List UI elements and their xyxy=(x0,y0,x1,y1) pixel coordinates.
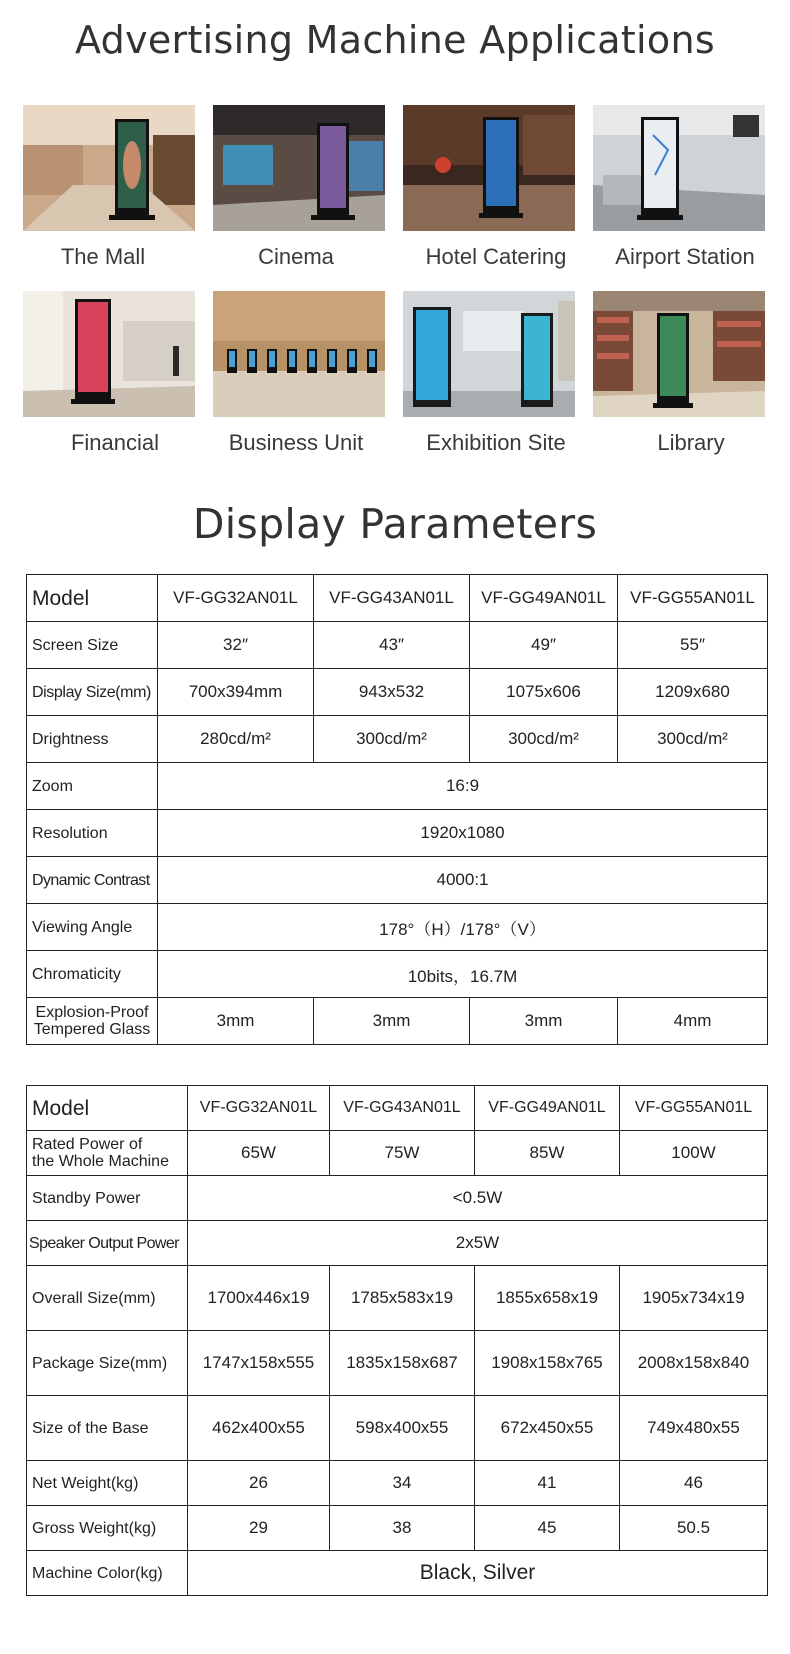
value-cell: 598x400x55 xyxy=(330,1396,475,1461)
row-label: Viewing Angle xyxy=(27,904,158,951)
row-label: Resolution xyxy=(27,810,158,857)
label-line: Tempered Glass xyxy=(33,1021,151,1038)
value-cell: 65W xyxy=(188,1131,330,1176)
value-cell: 1908x158x765 xyxy=(475,1331,620,1396)
model-cell: VF-GG32AN01L xyxy=(158,575,314,622)
value-cell: 462x400x55 xyxy=(188,1396,330,1461)
row-label: Screen Size xyxy=(27,622,158,669)
row-label: Machine Color(kg) xyxy=(27,1551,188,1596)
value-cell: <0.5W xyxy=(188,1176,768,1221)
business-photo xyxy=(213,291,385,417)
row-label xyxy=(27,1131,188,1176)
value-cell: 1075x606 xyxy=(470,669,618,716)
model-cell: VF-GG49AN01L xyxy=(470,575,618,622)
value-cell: 26 xyxy=(188,1461,330,1506)
table-row xyxy=(27,1131,768,1176)
mall-photo xyxy=(23,105,195,231)
value-cell: 46 xyxy=(620,1461,768,1506)
value-cell: 75W xyxy=(330,1131,475,1176)
value-cell: 943x532 xyxy=(314,669,470,716)
machine-parameters-table xyxy=(26,1085,768,1596)
model-cell: VF-GG43AN01L xyxy=(330,1086,475,1131)
row-label: Net Weight(kg) xyxy=(27,1461,188,1506)
table-row xyxy=(27,1396,768,1461)
row-label: Chromaticity xyxy=(27,951,158,998)
value-cell: Black, Silver xyxy=(188,1551,768,1596)
value-cell: 1785x583x19 xyxy=(330,1266,475,1331)
library-photo xyxy=(593,291,765,417)
model-cell: VF-GG43AN01L xyxy=(314,575,470,622)
table-row xyxy=(27,1506,768,1551)
value-cell: 280cd/m² xyxy=(158,716,314,763)
value-cell: 16:9 xyxy=(158,763,768,810)
table-row xyxy=(27,1221,768,1266)
model-label: Model xyxy=(27,1086,188,1131)
value-cell: 55″ xyxy=(618,622,768,669)
value-cell: 178°（H）/178°（V） xyxy=(158,904,768,951)
applications-gallery xyxy=(0,0,790,460)
value-cell: 749x480x55 xyxy=(620,1396,768,1461)
value-cell: 50.5 xyxy=(620,1506,768,1551)
row-label xyxy=(27,998,158,1045)
value-cell: 1700x446x19 xyxy=(188,1266,330,1331)
value-cell: 34 xyxy=(330,1461,475,1506)
model-cell: VF-GG49AN01L xyxy=(475,1086,620,1131)
table-row xyxy=(27,1331,768,1396)
value-cell: 1747x158x555 xyxy=(188,1331,330,1396)
table-row xyxy=(27,857,768,904)
row-label: Zoom xyxy=(27,763,158,810)
row-label: Dynamic Contrast xyxy=(27,857,158,904)
row-label: Standby Power xyxy=(27,1176,188,1221)
value-cell: 85W xyxy=(475,1131,620,1176)
value-cell: 1209x680 xyxy=(618,669,768,716)
parameters-title: Display Parameters xyxy=(192,500,598,548)
table-row xyxy=(27,1551,768,1596)
table-row xyxy=(27,669,768,716)
value-cell: 3mm xyxy=(314,998,470,1045)
value-cell: 38 xyxy=(330,1506,475,1551)
value-cell: 29 xyxy=(188,1506,330,1551)
table-row xyxy=(27,575,768,622)
value-cell: 300cd/m² xyxy=(470,716,618,763)
value-cell: 43″ xyxy=(314,622,470,669)
value-cell: 41 xyxy=(475,1461,620,1506)
value-cell: 700x394mm xyxy=(158,669,314,716)
value-cell: 672x450x55 xyxy=(475,1396,620,1461)
value-cell: 49″ xyxy=(470,622,618,669)
table-row xyxy=(27,763,768,810)
value-cell: 3mm xyxy=(158,998,314,1045)
caption-airport: Airport Station xyxy=(615,244,755,269)
table-row xyxy=(27,951,768,998)
label-line: Explosion-Proof xyxy=(35,1004,149,1021)
row-label: Size of the Base xyxy=(27,1396,188,1461)
table-row xyxy=(27,716,768,763)
airport-photo xyxy=(593,105,765,231)
caption-exhibition: Exhibition Site xyxy=(426,430,566,455)
applications-title: Advertising Machine Applications xyxy=(75,18,715,62)
model-cell: VF-GG32AN01L xyxy=(188,1086,330,1131)
row-label: Drightness xyxy=(27,716,158,763)
value-cell: 32″ xyxy=(158,622,314,669)
label-line: Rated Power of xyxy=(32,1136,143,1153)
value-cell: 100W xyxy=(620,1131,768,1176)
value-cell: 4000:1 xyxy=(158,857,768,904)
value-cell: 45 xyxy=(475,1506,620,1551)
row-label: Speaker Output Power xyxy=(27,1221,188,1266)
caption-mall: The Mall xyxy=(60,244,146,269)
value-cell: 1855x658x19 xyxy=(475,1266,620,1331)
table-row xyxy=(27,1266,768,1331)
value-cell: 4mm xyxy=(618,998,768,1045)
table-row xyxy=(27,810,768,857)
caption-library: Library xyxy=(657,430,725,455)
display-parameters-table xyxy=(26,574,768,1045)
row-label: Gross Weight(kg) xyxy=(27,1506,188,1551)
value-cell: 3mm xyxy=(470,998,618,1045)
value-cell: 1920x1080 xyxy=(158,810,768,857)
model-label: Model xyxy=(27,575,158,622)
row-label: Display Size(mm) xyxy=(27,669,158,716)
value-cell: 2x5W xyxy=(188,1221,768,1266)
caption-financial: Financial xyxy=(70,430,160,455)
table-row xyxy=(27,1086,768,1131)
value-cell: 300cd/m² xyxy=(618,716,768,763)
row-label: Overall Size(mm) xyxy=(27,1266,188,1331)
table-row xyxy=(27,1461,768,1506)
label-line: the Whole Machine xyxy=(32,1153,169,1170)
value-cell: 2008x158x840 xyxy=(620,1331,768,1396)
value-cell: 1835x158x687 xyxy=(330,1331,475,1396)
value-cell: 300cd/m² xyxy=(314,716,470,763)
row-label: Package Size(mm) xyxy=(27,1331,188,1396)
table-row xyxy=(27,904,768,951)
financial-photo xyxy=(23,291,195,417)
caption-hotel: Hotel Catering xyxy=(425,244,567,269)
model-cell: VF-GG55AN01L xyxy=(618,575,768,622)
exhibition-photo xyxy=(403,291,575,417)
model-cell: VF-GG55AN01L xyxy=(620,1086,768,1131)
table-row xyxy=(27,998,768,1045)
cinema-photo xyxy=(213,105,385,231)
table-row xyxy=(27,1176,768,1221)
caption-cinema: Cinema xyxy=(258,244,334,269)
caption-business: Business Unit xyxy=(228,430,364,455)
value-cell: 1905x734x19 xyxy=(620,1266,768,1331)
table-row xyxy=(27,622,768,669)
hotel-photo xyxy=(403,105,575,231)
value-cell: 10bits，16.7M xyxy=(158,951,768,998)
